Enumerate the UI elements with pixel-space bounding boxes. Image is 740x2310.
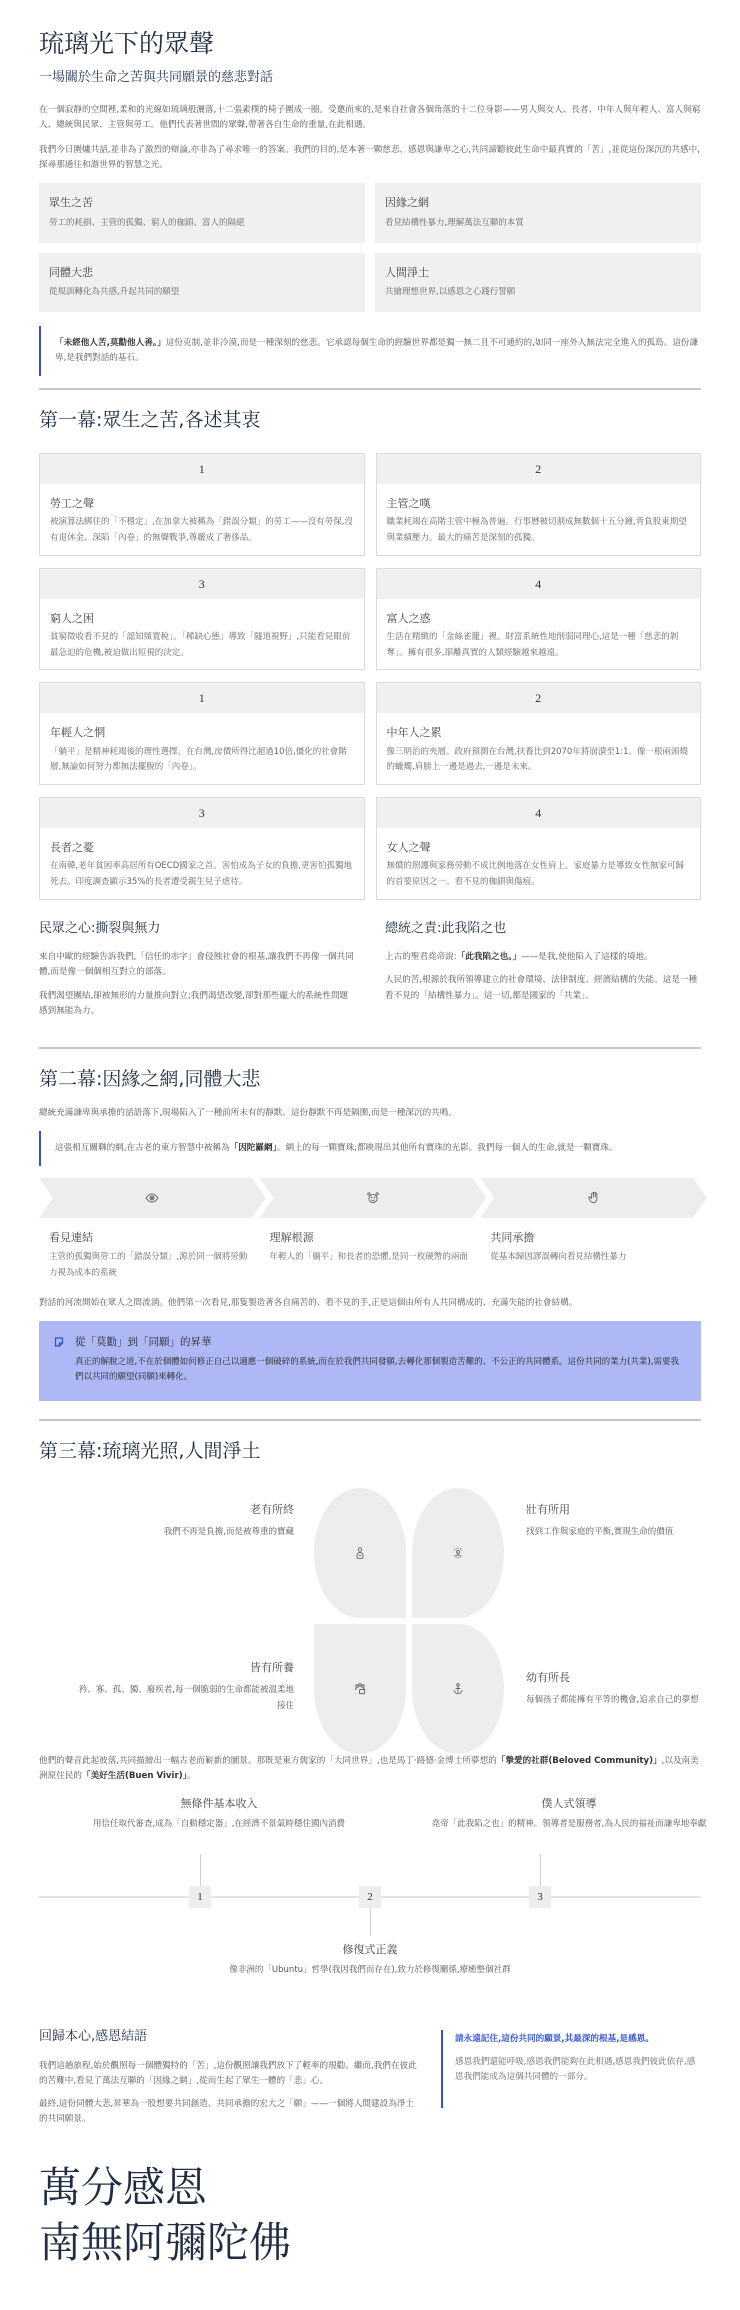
voices-grid	[39, 453, 701, 670]
step	[49, 1228, 250, 1282]
text: ,以及南美洲原住民的	[39, 1755, 699, 1781]
voices-grid	[39, 682, 701, 899]
petal-text	[74, 1658, 294, 1715]
petal-text	[74, 1500, 294, 1541]
closing-title: 回歸本心,感恩結語	[39, 2029, 148, 2045]
timeline-desc: 用信任取代審查,成為「自動穩定器」,在經濟不景氣時穩住國內消費	[93, 1819, 345, 1830]
timeline-stem	[370, 1908, 371, 1936]
card-desc: 貧窮徵收看不見的「認知頻寬稅」。「稀缺心態」導致「隧道視野」,只能看見眼前最急迫的危機,被迫做出短視的決定。	[50, 631, 351, 658]
card-title: 主管之嘆	[386, 496, 431, 510]
pillar-desc: 勞工的耗損、主管的孤獨、窮人的枷鎖、富人的隔絕	[49, 217, 245, 228]
voice-card	[39, 568, 365, 671]
voice-card	[376, 568, 702, 671]
timeline-item	[409, 1794, 729, 1833]
bold-term: 「摯愛的社群(Beloved Community)」	[496, 1755, 662, 1766]
bold-term: 「美好生活(Buen Vivir)」	[81, 1771, 187, 1781]
finale-line-2: 南無阿彌陀佛	[39, 2217, 292, 2267]
finale-line-1: 萬分感恩	[39, 2162, 208, 2212]
face-icon	[366, 1191, 380, 1205]
act3-title: 第三幕:琉璃光照,人間淨土	[39, 1439, 261, 1462]
petal-desc: 矜、寡、孤、獨、廢疾者,每一個脆弱的生命都能被溫柔地接住	[78, 1685, 294, 1711]
petal-title: 老有所終	[250, 1502, 294, 1516]
petal-title: 壯有所用	[526, 1502, 570, 1516]
closing-paragraph-1: 我們這趟旅程,始於觀照每一個體獨特的「苦」,這份觀照讓我們放下了輕率的規勸。繼而,我們在彼此的苦難中,看見了萬法互聯的「因緣之網」,從而生起了眾生一體的「悲」心。	[39, 2060, 417, 2086]
act1-reflections	[39, 918, 701, 1027]
divider	[39, 388, 701, 390]
opening-quote	[39, 326, 701, 376]
timeline-desc: 堯帝「此我陷之也」的精神。領導者是服務者,為人民的福祉而謙卑地奉獻	[431, 1819, 707, 1830]
chevron-step	[260, 1178, 487, 1218]
gratitude-aside	[441, 2030, 701, 2108]
people-title: 民眾之心:撕裂與無力	[39, 920, 161, 936]
voice-card	[376, 797, 702, 900]
text: 。網上的每一顆寶珠,都映現出其他所有寶珠的光影。我們每一個人的生命,就是一顆寶珠。	[276, 1142, 618, 1153]
finale	[39, 2161, 701, 2270]
pillar-desc: 共繪理想世界,以感恩之心踐行誓願	[385, 286, 516, 297]
petal	[314, 1624, 406, 1754]
petal-text	[526, 1668, 740, 1709]
quote-text: 這份克制,並非冷漠,而是一種深刻的慈悲。它承認每個生命的經驗世界都是獨一無二且不可通約的,如同一座外人無法完全進入的孤島。這份謙卑,是我們對話的基石。	[55, 337, 699, 363]
card-title: 年輕人之惘	[50, 726, 105, 740]
bold-term: 「因陀羅網」	[229, 1142, 277, 1153]
text: 這張相互關聯的網,在古老的東方智慧中被稱為	[55, 1142, 230, 1153]
petal	[412, 1488, 504, 1618]
card-desc: 像三明治的夾層。政府預測在台灣,扶養比到2070年將崩潰至1:1。像一根兩頭燒的蠟燭,肩膀上一邊是過去,一邊是未來。	[386, 746, 689, 773]
timeline-node: 2	[359, 1886, 381, 1908]
page-subtitle: 一場關於生命之苦與共同願景的慈悲對話	[39, 69, 274, 85]
step-title: 看見連結	[49, 1230, 93, 1244]
pillar-card	[39, 253, 365, 312]
card-title: 女人之聲	[386, 841, 431, 854]
petal	[314, 1488, 406, 1618]
card-desc: 職業耗竭在高階主管中極為普遍。行事曆被切割成無數個十五分鐘,背負股東期望與業績壓力。最大的痛苦是深刻的孤獨。	[386, 517, 687, 543]
process-chevrons	[39, 1178, 701, 1218]
act2-outro: 對話的河流開始在眾人之間流淌。他們第一次看見,那隻製造著各自痛苦的、看不見的手,正是這個由所有人共同構成的、充滿失能的社會結構。	[39, 1297, 578, 1308]
president-section	[385, 918, 701, 1027]
timeline-node: 3	[529, 1886, 551, 1908]
voice-card	[39, 797, 365, 900]
card-desc: 生活在精緻的「金絲雀籠」裡。財富系統性地削弱同理心,這是一種「慈悲的剝奪」。擁有很多,卻離真實的人類經驗越來越遠。	[386, 631, 679, 658]
closing-paragraph-2: 最終,這份同體大悲,昇華為一股想要共同創造、共同承擔的宏大之「願」——一個將人間建設為淨土的共同願景。	[39, 2098, 414, 2124]
card-desc: 無償的照護與家務勞動不成比例地落在女性肩上。家庭暴力是導致女性無家可歸的首要原因之一。看不見的枷鎖與傷痕。	[386, 861, 685, 887]
step-title: 理解根源	[269, 1230, 314, 1244]
card-title: 長者之憂	[50, 841, 94, 854]
child-icon	[451, 1682, 465, 1696]
callout-title: 從「莫勸」到「同願」的昇華	[75, 1335, 212, 1348]
voice-card	[376, 453, 702, 556]
step-title: 共同承擔	[490, 1230, 535, 1244]
voice-card	[39, 682, 365, 785]
pillar-desc: 從規訓轉化為共感,升起共同的願望	[49, 286, 180, 297]
closing-main	[39, 2026, 417, 2135]
petal-desc: 每個孩子都能擁有平等的機會,追求自己的夢想	[526, 1695, 699, 1706]
pillar-title: 人間淨土	[385, 265, 429, 279]
timeline-node: 1	[189, 1886, 211, 1908]
people-paragraph-1: 來自中歐的經驗告訴我們,「信任的赤字」會侵蝕社會的根基,讓我們不再像一個共同體,而是像一個個相互對立的部落。	[39, 952, 354, 978]
step	[270, 1228, 471, 1282]
step	[490, 1228, 691, 1282]
quote-bold: 「未經他人苦,莫勸他人善。」	[55, 337, 166, 348]
pillar-title: 同體大悲	[49, 265, 93, 279]
card-number: 1	[40, 683, 364, 713]
timeline-item	[59, 1794, 379, 1833]
president-paragraph-2: 人民的苦,根源於我所領導建立的社會環境、法律制度、經濟結構的失能。這是一種看不見的「結構性暴力」。這一切,都是國家的「共業」。	[385, 975, 698, 1001]
timeline-desc: 像非洲的「Ubuntu」哲學(我因我們而存在),致力於修復關係,療癒整個社群	[229, 1965, 511, 1976]
callout-desc: 真正的解脫之道,不在於個體如何修正自己以適應一個破碎的系統,而在於我們共同發願,去轉化那個製造苦難的、不公正的共同體系。這份共同的業力(共業),需要我們以共同的願望(同願)來轉化。	[75, 1356, 679, 1382]
petal-desc: 找到工作與家庭的平衡,實現生命的價值	[526, 1527, 674, 1538]
petal	[412, 1624, 504, 1754]
hand-icon	[587, 1191, 601, 1205]
voice-card	[39, 453, 365, 556]
card-desc: 「躺平」是精神耗竭後的理性選擇。在台灣,房價所得比超過10倍,僵化的社會階層,無論如何努力都無法擺脫的「內卷」。	[50, 746, 347, 773]
text: 。	[186, 1771, 196, 1781]
aside-highlight: 請永遠記住,這份共同的願景,其最深的根基,是感恩。	[455, 2034, 654, 2045]
step-desc: 主管的孤獨與勞工的「錯誤分類」,源於同一個將勞動力視為成本的系統	[49, 1252, 248, 1278]
text: 上古的聖君堯帝說:	[385, 952, 457, 963]
card-title: 中年人之累	[386, 726, 442, 740]
text: 他們的聲音此起彼落,共同描繪出一幅古老而嶄新的圖景。那既是東方儒家的「大同世界」,也是馬丁·路德·金博士所夢想的	[39, 1755, 497, 1766]
timeline-title: 修復式正義	[342, 1943, 398, 1957]
page-title: 琉璃光下的眾聲	[39, 29, 215, 58]
chevron-step	[39, 1178, 266, 1218]
card-title: 富人之惑	[386, 611, 431, 625]
people-paragraph-2: 我們渴望團結,卻被無形的力量推向對立;我們渴望改變,卻對那些龐大的系統性問題感到無能為力。	[39, 990, 349, 1016]
pure-land-flower	[39, 1478, 701, 1738]
card-title: 窮人之困	[50, 611, 94, 625]
card-title: 勞工之聲	[50, 496, 94, 510]
pillar-desc: 看見結構性暴力,理解萬法互聯的本質	[385, 217, 524, 228]
pillar-card	[375, 183, 701, 242]
petal-text	[526, 1500, 740, 1541]
card-desc: 被演算法綁住的「不穩定」,在加拿大被稱為「錯誤分類」的勞工——沒有勞保,沒有退休金。深陷「內卷」的無聲戰爭,尊嚴成了奢侈品。	[50, 517, 353, 543]
act1-title: 第一幕:眾生之苦,各述其衷	[39, 408, 261, 431]
divider	[39, 1047, 701, 1049]
card-number: 4	[377, 569, 701, 599]
act2-title: 第二幕:因緣之網,同體大悲	[39, 1067, 261, 1090]
voice-card	[376, 682, 702, 785]
process-steps	[39, 1218, 701, 1282]
step-desc: 年輕人的「躺平」和長者的恐懼,是同一枚硬幣的兩面	[269, 1252, 468, 1263]
aside-text: 感恩我們還能呼吸,感恩我們能夠在此相遇,感恩我們彼此依存,感恩我們能成為這個共同體的一部分。	[455, 2057, 696, 2083]
timeline-stem	[200, 1854, 201, 1886]
eye-icon	[145, 1191, 159, 1205]
card-number: 2	[377, 454, 701, 484]
timeline-title: 無條件基本收入	[180, 1797, 258, 1811]
community-icon	[353, 1682, 367, 1696]
chevron-step	[480, 1178, 707, 1218]
vision-paragraph	[39, 1754, 701, 1784]
people-section	[39, 918, 355, 1027]
petal-desc: 我們不再是負擔,而是被尊重的寶藏	[163, 1527, 294, 1538]
step-desc: 從基本歸因謬誤轉向看見結構性暴力	[490, 1252, 627, 1263]
vow-callout	[39, 1321, 701, 1401]
card-number: 3	[40, 569, 364, 599]
petal-title: 幼有所長	[526, 1670, 570, 1684]
elder-icon	[353, 1546, 367, 1560]
card-desc: 在南韓,老年貧困率高居所有OECD國家之首。害怕成為子女的負擔,更害怕孤獨地死去。印度調查顯示35%的長者遭受親生兒子虐待。	[50, 861, 352, 887]
president-title: 總統之責:此我陷之也	[385, 920, 507, 936]
intro-paragraph-1: 在一個寂靜的空間裡,柔和的光線如琉璃般灑落,十二張素樸的椅子圍成一圈。受邀而來的,是來自社會各個角落的十二位身影——男人與女人、長者、中年人與年輕人、富人與窮人、總統與民眾、主管與勞工。他們代表著世間的眾聲,帶著各自生命的重量,在此相遇。	[39, 105, 701, 131]
text: ——是我,使他陷入了這樣的境地。	[521, 952, 653, 963]
card-number: 4	[377, 798, 701, 828]
timeline-title: 僕人式領導	[541, 1797, 597, 1811]
timeline-item	[229, 1940, 511, 1979]
policy-timeline	[39, 1794, 707, 2014]
pillar-title: 因緣之網	[385, 196, 429, 210]
worker-icon	[451, 1546, 465, 1560]
pillar-card	[39, 183, 365, 242]
bold-quote: 「此我陷之也。」	[456, 952, 522, 963]
intro-paragraph-2: 我們今日圍爐共話,並非為了激烈的辯論,亦非為了尋求唯一的答案。我們的目的,是本著一顆慈悲、感恩與謙卑之心,共同諦聽彼此生命中最真實的「苦」,並從這份深沉的共感中,探尋那通往和諧世界的智慧之光。	[39, 145, 700, 171]
closing-section	[39, 2026, 701, 2135]
indra-net-quote	[39, 1131, 701, 1166]
timeline-stem	[540, 1854, 541, 1886]
pillar-title: 眾生之苦	[49, 196, 93, 210]
pillar-card	[375, 253, 701, 312]
divider	[39, 1419, 701, 1421]
card-number: 3	[40, 798, 364, 828]
note-icon	[53, 1336, 65, 1348]
card-number: 1	[40, 454, 364, 484]
petal-title: 皆有所養	[250, 1660, 294, 1674]
president-paragraph-1	[385, 950, 701, 965]
act2-intro: 總統充滿謙卑與承擔的話語落下,現場陷入了一種前所未有的靜默。這份靜默不再是隔閡,而是一種深沉的共鳴。	[39, 1107, 457, 1118]
card-number: 2	[377, 683, 701, 713]
pillars-grid	[39, 183, 701, 311]
